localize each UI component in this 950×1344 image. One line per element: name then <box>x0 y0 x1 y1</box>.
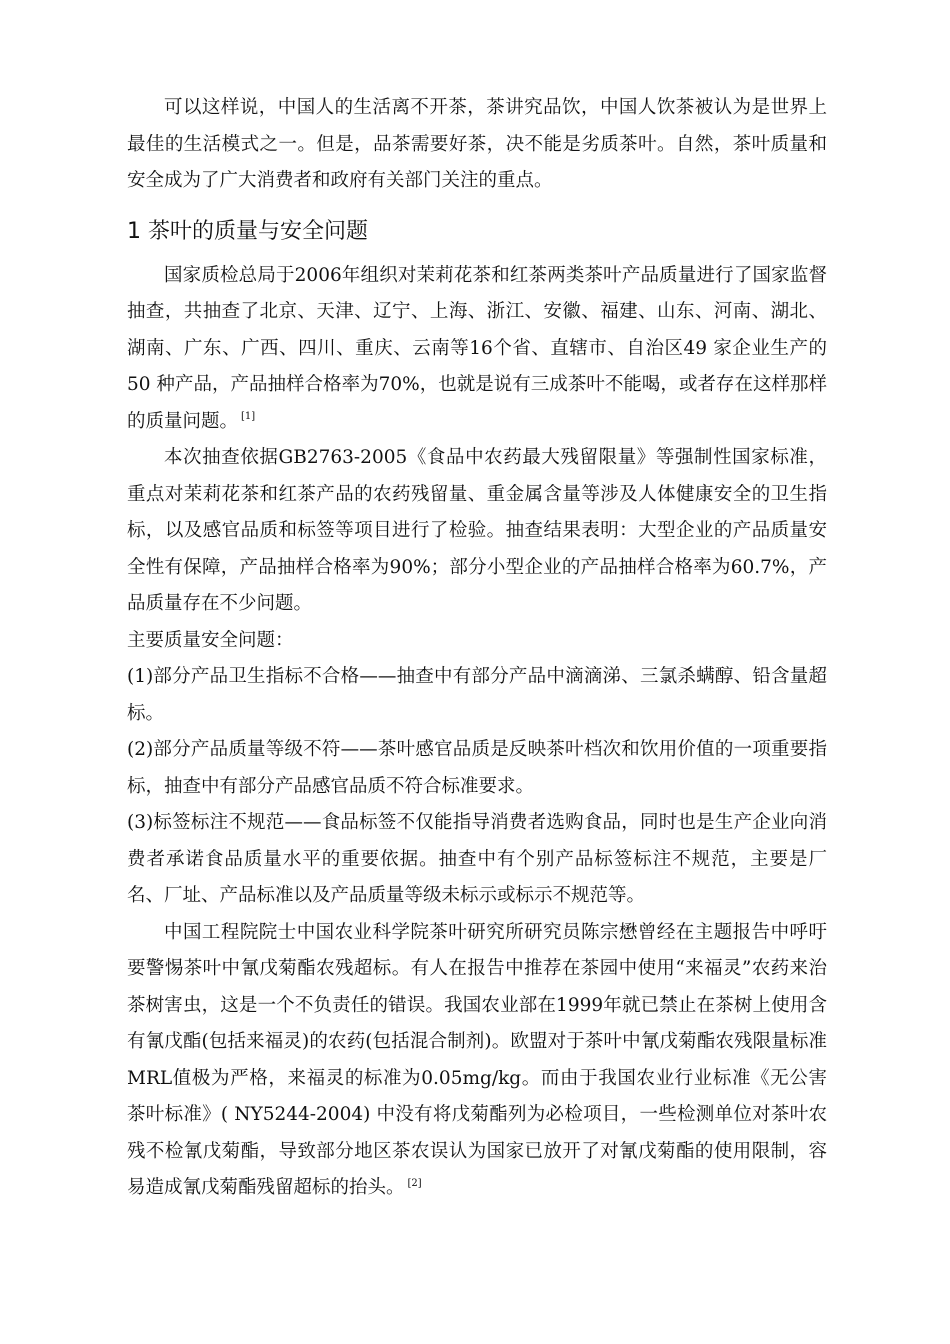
paragraph-pesticide <box>127 915 827 1207</box>
section-heading: 1 茶叶的质量与安全问题 <box>127 218 368 244</box>
citation-2: [2] <box>407 1177 422 1189</box>
paragraph-inspection-text: 国家质检总局于2006年组织对茉莉花茶和红茶两类茶叶产品质量进行了国家监督抽查，共抽查了北京、天津、辽宁、上海、浙江、安徽、福建、山东、河南、湖北、湖南、广东、广西、四川、重庆、云南等16个省、直辖市、自治区49 家企业生产的 50 种产品，产品抽样合格率为70%，也就是说有三成茶叶不能喝，或者存在这样那样的质量问题。 <box>127 264 827 432</box>
citation-1: [1] <box>241 411 256 423</box>
paragraph-inspection <box>127 258 827 441</box>
paragraph-standard: 本次抽查依据GB2763-2005《食品中农药最大残留限量》等强制性国家标准，重点对茉莉花茶和红茶产品的农药残留量、重金属含量等涉及人体健康安全的卫生指标，以及感官品质和标签等项目进行了检验。抽查结果表明：大型企业的产品质量安全性有保障，产品抽样合格率为90%；部分小型企业的产品抽样合格率为60.7%，产品质量存在不少问题。 <box>127 447 827 614</box>
intro-paragraph: 可以这样说，中国人的生活离不开茶，茶讲究品饮，中国人饮茶被认为是世界上最佳的生活模式之一。但是，品茶需要好茶，决不能是劣质茶叶。自然，茶叶质量和安全成为了广大消费者和政府有关部门关注的重点。 <box>127 97 827 191</box>
paragraph-pesticide-text: 中国工程院院士中国农业科学院茶叶研究所研究员陈宗懋曾经在主题报告中呼吁要警惕茶叶中氰戊菊酯农残超标。有人在报告中推荐在茶园中使用“来福灵”农药来治茶树害虫，这是一个不负责任的错误。我国农业部在1999年就已禁止在茶树上使用含有氰戊酯(包括来福灵)的农药(包括混合制剂)。欧盟对于茶叶中氰戊菊酯农残限量标准MRL值极为严格，来福灵的标准为0.05mg/kg。而由于我国农业行业标准《无公害茶叶标准》( NY5244-2004) 中没有将戊菊酯列为必检项目，一些检测单位对茶叶农残不检氰戊菊酯，导致部分地区茶农误认为国家已放开了对氰戊菊酯的使用限制，容易造成氰戊菊酯残留超标的抬头。 <box>127 921 827 1198</box>
issue-item-1: (1)部分产品卫生指标不合格——抽查中有部分产品中滴滴涕、三氯杀螨醇、铅含量超标。 <box>127 666 827 724</box>
issues-title: 主要质量安全问题： <box>127 629 294 651</box>
issue-item-2: (2)部分产品质量等级不符——茶叶感官品质是反映茶叶档次和饮用价值的一项重要指标，抽查中有部分产品感官品质不符合标准要求。 <box>127 739 827 797</box>
issue-item-3: (3)标签标注不规范——食品标签不仅能指导消费者选购食品，同时也是生产企业向消费者承诺食品质量水平的重要依据。抽查中有个别产品标签标注不规范，主要是厂名、厂址、产品标准以及产品质量等级未标示或标示不规范等。 <box>127 812 827 906</box>
document-body <box>127 90 827 1207</box>
